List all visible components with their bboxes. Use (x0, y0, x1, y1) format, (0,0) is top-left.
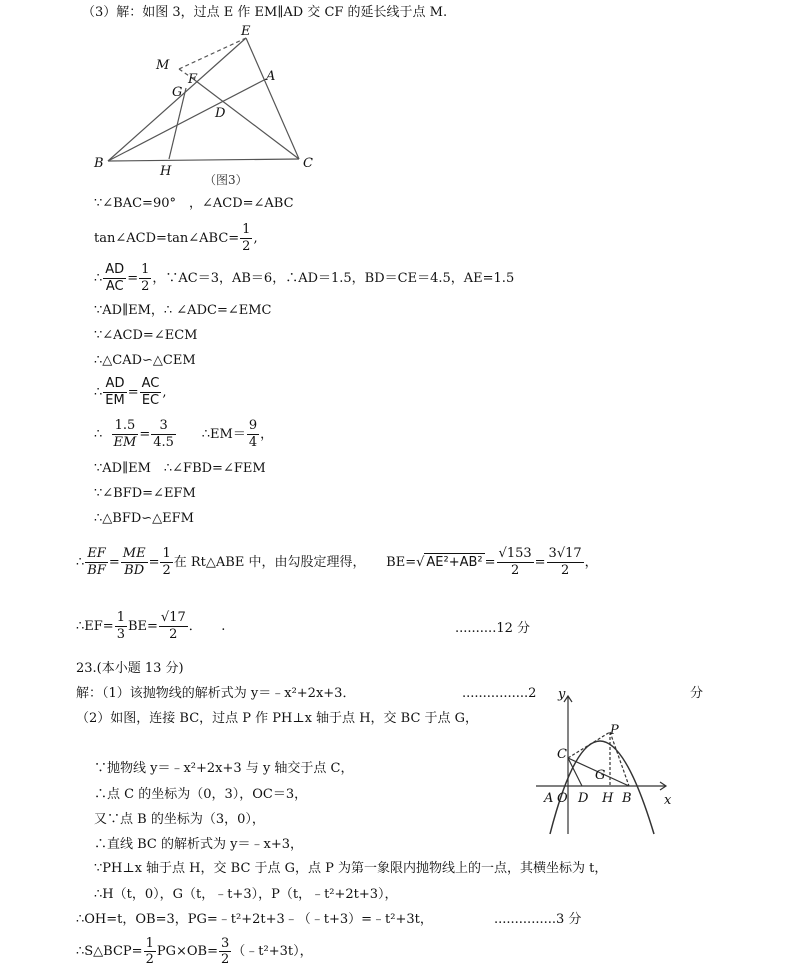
q23-step9: ∴OH=t，OB=3，PG=﹣t²+2t+3﹣（﹣t+3）=﹣t²+3t， (76, 912, 433, 927)
line-8: ∴ $\frac{1.5}{EM}$ = $\frac{3}{4.5}$ ∴EM＝ $\frac{9}{4}$ ， (94, 418, 274, 450)
label-G: G (595, 768, 606, 783)
q23-step2: （2）如图，连接 BC，过点 P 作 PH⊥x 轴于点 H，交 BC 于点 G， (76, 711, 479, 726)
line-BC (108, 159, 299, 161)
label-D: D (578, 791, 589, 806)
line-1: ∵∠BAC=90° ，∠ACD=∠ABC (94, 196, 294, 211)
label-F: F (188, 72, 198, 87)
line-PB-dashed (610, 732, 629, 786)
q23-step10: ∴S△BCP= $\frac{1}{2}$ PG×OB= $\frac{3}{2}$ （﹣t²+3t）， (76, 936, 313, 967)
line-11: ∴△BFD∽△EFM (94, 511, 194, 526)
line-2: tan∠ACD=tan∠ABC= $\frac{1}{2}$ , (94, 222, 258, 254)
q23-title: 23.(本小题 13 分) (76, 661, 184, 676)
label-H: H (602, 791, 614, 806)
score-3: ...............3 分 (494, 912, 582, 927)
label-B: B (94, 156, 104, 171)
label-A: A (544, 791, 554, 806)
label-M: M (156, 58, 170, 73)
line-7: ∴ $\frac{AD}{EM}$ = $\frac{AC}{EC}$ , (94, 376, 167, 408)
q23-step1-score: ................2 (462, 686, 537, 701)
q23-step8: ∴H（t，0），G（t，﹣t+3），P（t，﹣t²+2t+3）， (94, 887, 398, 902)
line-6: ∴△CAD∽△CEM (94, 353, 196, 368)
q23-step3: ∵抛物线 y＝﹣x²+2x+3 与 y 轴交于点 C， (94, 761, 354, 776)
line-12: ∴ $\frac{EF}{BF}$ = $\frac{ME}{BD}$ = $\frac{1}{2}$ 在 Rt△ABE 中，由勾股定理得， BE=√ AE²+AB² = $\frac{√153}{2}$ = $\frac{3√17}{2}$ ， (76, 546, 598, 578)
figure-3 (88, 24, 328, 192)
q23-step7: ∵PH⊥x 轴于点 H，交 BC 于点 G，点 P 为第一象限内抛物线上的一点，其横坐标为 t， (94, 861, 608, 876)
label-y: y (558, 687, 566, 702)
label-P: P (610, 723, 619, 738)
label-G: G (172, 85, 183, 100)
line-10: ∵∠BFD=∠EFM (94, 486, 196, 501)
label-C: C (303, 156, 313, 171)
q23-step4: ∴点 C 的坐标为（0，3），OC＝3， (94, 787, 308, 802)
q23-step1-score-unit: 分 (690, 686, 704, 701)
line-EC (246, 38, 299, 159)
part3-header: （3）解：如图 3，过点 E 作 EM∥AD 交 CF 的延长线于点 M. (82, 5, 448, 20)
q23-step5: 又∵点 B 的坐标为（3，0）， (94, 812, 265, 827)
line-3: ∴ $\frac{AD}{AC}$ = $\frac{1}{2}$ ，∵AC＝3，AB＝6，∴AD＝1.5，BD＝CE＝4.5，AE=1.5 (94, 262, 515, 294)
line-9: ∵AD∥EM ∴∠FBD=∠FEM (94, 461, 266, 476)
score-12: ..........12 分 (455, 621, 530, 636)
label-E: E (241, 24, 251, 39)
label-D: D (215, 106, 226, 121)
figure-3-caption: （图3） (204, 173, 248, 187)
label-A: A (266, 69, 276, 84)
parabola-figure (530, 686, 680, 838)
line-5: ∵∠ACD=∠ECM (94, 328, 198, 343)
label-H: H (160, 164, 172, 179)
label-x: x (664, 793, 672, 808)
label-C: C (557, 747, 567, 762)
label-B: B (622, 791, 632, 806)
line-4: ∵AD∥EM，∴ ∠ADC=∠EMC (94, 303, 272, 318)
label-O: O (557, 791, 568, 806)
line-EM-dashed (179, 38, 246, 69)
q23-step1: 解：（1）该抛物线的解析式为 y＝﹣x²+2x+3． (76, 686, 356, 701)
line-13: ∴EF= $\frac{1}{3}$ BE= $\frac{√17}{2}$ ． . (76, 610, 226, 642)
q23-step6: ∴直线 BC 的解析式为 y＝﹣x+3， (94, 837, 303, 852)
